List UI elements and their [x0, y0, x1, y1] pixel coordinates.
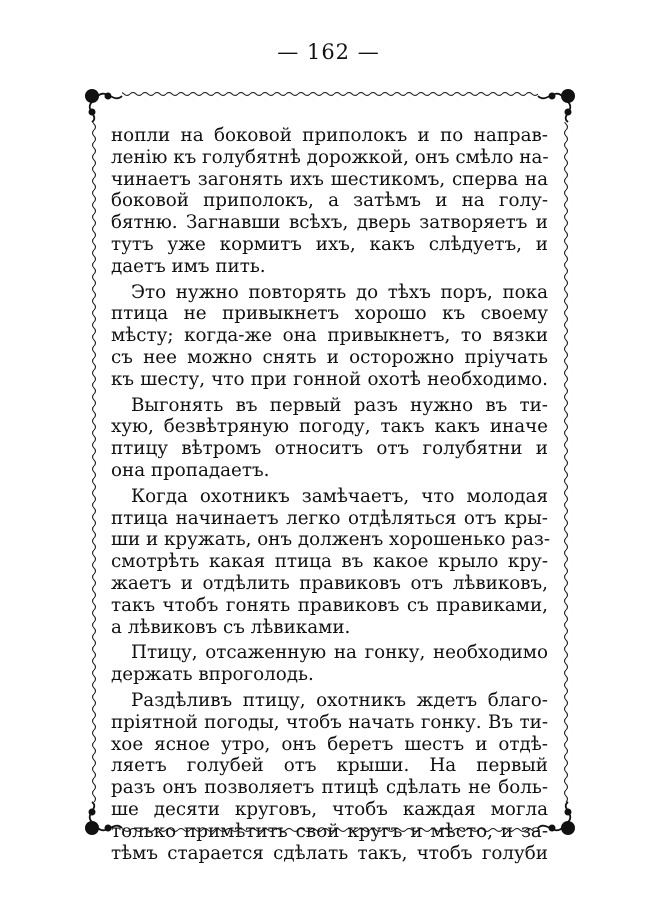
text-line: пріятной погоды, чтобъ начать гонку. Въ ти- [111, 711, 548, 733]
text-line: Когда охотникъ замѣчаетъ, что молодая [131, 485, 548, 507]
text-line: тѣмъ старается сдѣлать такъ, чтобъ голуби [111, 842, 548, 864]
corner-ornament-top-left [85, 89, 122, 122]
text-line: Это нужно повторять до тѣхъ поръ, пока [131, 281, 548, 303]
text-line: бятню. Загнавши всѣхъ, дверь затворяетъ и [111, 212, 548, 234]
text-line: къ шесту, что при гонной охотѣ необходимо. [111, 368, 548, 390]
text-line: Раздѣливъ птицу, охотникъ ждетъ благо- [131, 689, 548, 711]
text-line: птица не привыкнетъ хорошо къ своему [111, 303, 548, 325]
text-line: ленію къ голубятнѣ дорожкой, онъ смѣло на- [111, 146, 549, 168]
text-line: ше десяти круговъ, чтобъ каждая могла [111, 798, 548, 820]
text-line: только примѣтить свой кругъ и мѣсто, и за- [111, 820, 548, 842]
text-line: Выгонять въ первый разъ нужно въ ти- [131, 394, 548, 416]
page-text [111, 125, 551, 864]
text-line: птица начинаетъ легко отдѣляться отъ кры- [111, 507, 548, 529]
text-line: а лѣвиковъ съ лѣвиками. [111, 616, 351, 638]
text-line: ши и кружать, онъ долженъ хорошенько раз- [111, 529, 551, 551]
paragraph-2 [111, 282, 548, 391]
text-line: смотрѣть какая птица въ какое крыло кру- [111, 551, 548, 573]
paragraph-5 [111, 642, 548, 686]
text-line: жаетъ и отдѣлить правиковъ отъ лѣвиковъ, [111, 572, 548, 594]
text-line: тутъ уже кормитъ ихъ, какъ слѣдуетъ, и [111, 233, 548, 255]
text-line: птицу вѣтромъ относитъ отъ голубятни и [111, 438, 548, 460]
text-line: Птицу, отсаженную на гонку, необходимо [131, 642, 548, 664]
text-line: мѣсту; когда-же она привыкнетъ, то вязки [111, 325, 548, 347]
paragraph-1 [111, 125, 548, 278]
text-line: чинаетъ загонять ихъ шестикомъ, сперва на [111, 168, 548, 190]
right-border-line [564, 122, 572, 802]
text-line: нопли на боковой приполокъ и по направ- [111, 125, 548, 146]
text-line: хое ясное утро, онъ беретъ шестъ и отдѣ- [111, 733, 548, 755]
page-number: — 162 — [277, 40, 380, 64]
text-line: держать впроголодь. [111, 664, 314, 686]
paragraph-4 [111, 485, 551, 639]
left-border-line [88, 122, 96, 802]
text-line: она пропадаетъ. [111, 459, 270, 481]
text-line: такъ чтобъ гонять правиковъ съ правиками, [111, 594, 548, 616]
top-border-line [122, 92, 538, 100]
text-line: боковой приполокъ, а затѣмъ и на голу- [111, 190, 548, 212]
paragraph-6 [111, 690, 548, 864]
paragraph-3 [111, 395, 548, 482]
corner-ornament-top-right [538, 89, 575, 122]
text-line: даетъ имъ пить. [111, 255, 266, 277]
text-line: съ нее можно снять и осторожно пріучать [111, 346, 548, 368]
text-line: хую, безвѣтряную погоду, такъ какъ иначе [111, 416, 548, 438]
text-line: ляетъ голубей отъ крыши. На первый [111, 755, 548, 777]
text-line: разъ онъ позволяетъ птицѣ сдѣлать не боль- [111, 777, 548, 799]
